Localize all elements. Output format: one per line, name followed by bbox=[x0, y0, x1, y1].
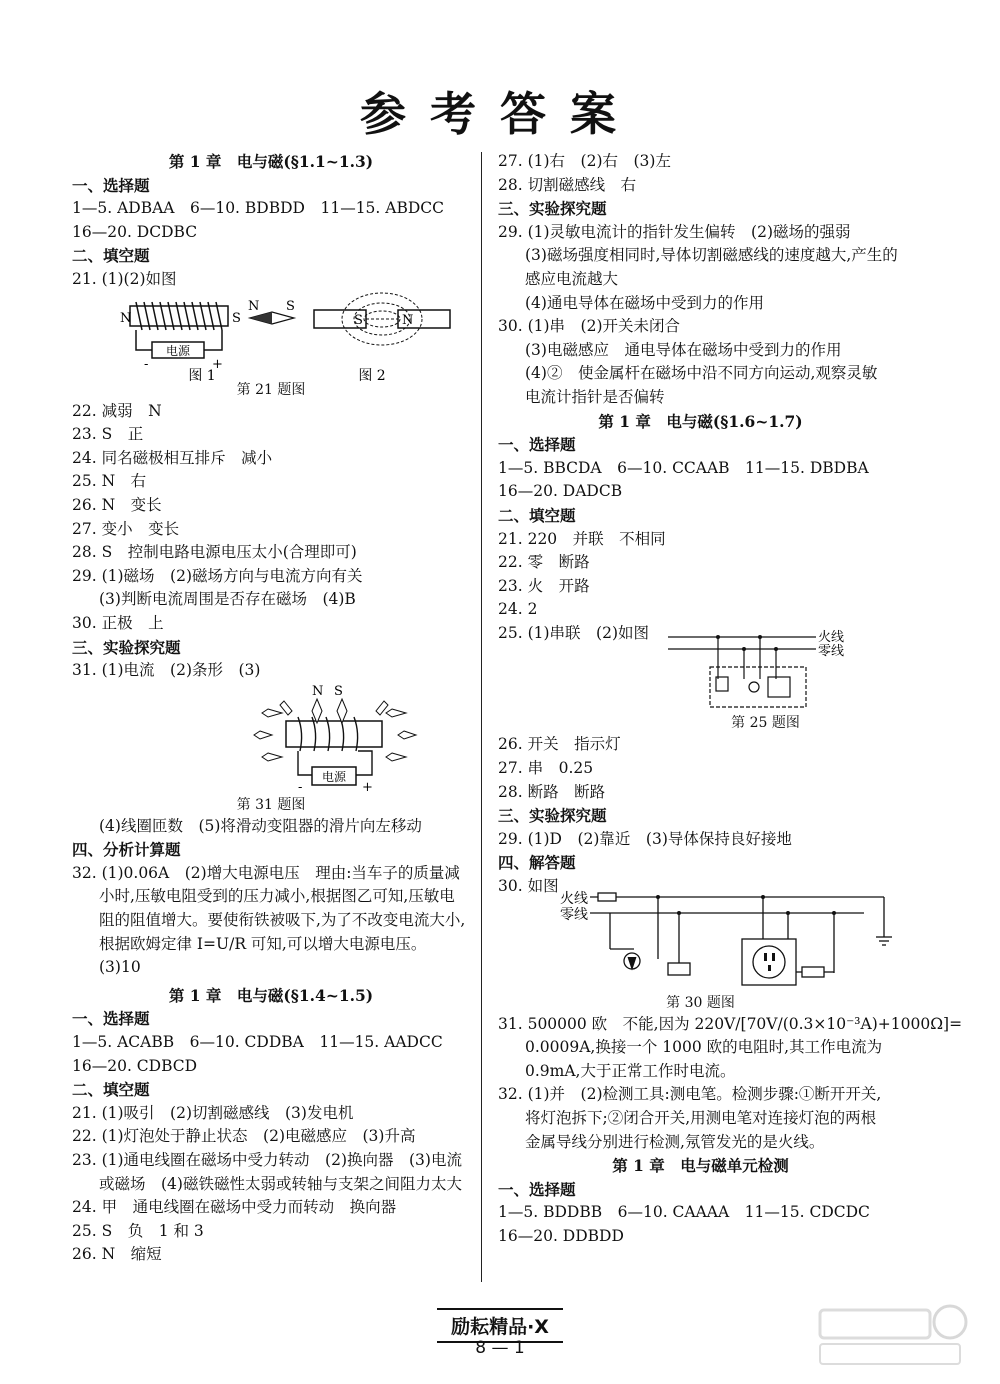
answer-line: 感应电流越大 bbox=[525, 269, 619, 288]
answer-line: 24. 甲 通电线圈在磁场中受力而转动 换向器 bbox=[72, 1198, 397, 1217]
answer-line: 28. 断路 断路 bbox=[498, 782, 606, 801]
lines bbox=[498, 733, 903, 898]
answer-line: 31. 500000 欧 不能,因为 220V/[70V/(0.3×10⁻³A)+1000Ω]= bbox=[498, 1014, 963, 1033]
answer-line: 25. N 右 bbox=[72, 472, 147, 491]
answer-line: 22. 减弱 N bbox=[72, 401, 162, 420]
page-number: 8 — 1 bbox=[475, 1338, 525, 1358]
section-heading: 四、分析计算题 bbox=[72, 840, 181, 860]
left-column bbox=[72, 150, 470, 1267]
answer-line: 29. (1)灵敏电流计的指针发生偏转 (2)磁场的强弱 bbox=[498, 222, 851, 241]
answer-line: 1—5. BBCDA 6—10. CCAAB 11—15. DBDBA bbox=[498, 458, 869, 477]
answer-line: 24. 同名磁极相互排斥 减小 bbox=[72, 448, 273, 467]
answer-line: 27. 串 0.25 bbox=[498, 759, 594, 778]
answer-line: 0.0009A,换接一个 1000 欧的电阻时,其工作电流为 bbox=[525, 1038, 883, 1057]
answer-line: 21. 220 并联 不相同 bbox=[498, 529, 666, 548]
watermark-logo bbox=[810, 1300, 970, 1370]
section-heading: 一、选择题 bbox=[72, 1009, 150, 1029]
answer-line: (3)判断电流周围是否存在磁场 (4)B bbox=[99, 590, 356, 609]
answer-line: 16—20. DADCB bbox=[498, 482, 623, 501]
fig2-label: 图 2 bbox=[358, 367, 386, 384]
answer-line: 22. 零 断路 bbox=[498, 553, 590, 572]
answer-line: 28. S 控制电路电源电压太小(合理即可) bbox=[72, 543, 357, 562]
answer-line: 25. S 负 1 和 3 bbox=[72, 1221, 204, 1240]
answer-line: 32. (1)0.06A (2)增大电源电压 理由:当车子的质量减 bbox=[72, 863, 460, 882]
figure-25-caption: 第 25 题图 bbox=[731, 715, 800, 732]
section-heading: 二、填空题 bbox=[72, 1080, 150, 1100]
answer-line: 27. 变小 变长 bbox=[72, 519, 180, 538]
answer-line: 或磁场 (4)磁铁磁性太弱或转轴与支架之间阻力太大 bbox=[99, 1174, 462, 1193]
n-label: N bbox=[312, 683, 324, 699]
answer-line: 22. (1)灯泡处于静止状态 (2)电磁感应 (3)升高 bbox=[72, 1127, 416, 1146]
column-divider bbox=[481, 152, 482, 1282]
brand-logo: 励耘精品·X bbox=[437, 1308, 563, 1343]
minus-label: - bbox=[298, 779, 303, 795]
figure-30 bbox=[498, 879, 903, 997]
figure-30-caption: 第 30 题图 bbox=[666, 994, 735, 1011]
section-header: 第 1 章 电与磁(§1.6~1.7) bbox=[598, 411, 803, 431]
answer-line: 30. (1)串 (2)开关未闭合 bbox=[498, 317, 680, 336]
answer-line: 26. 开关 指示灯 bbox=[498, 735, 621, 754]
section-heading: 一、选择题 bbox=[72, 175, 150, 195]
fig1-label: 图 1 bbox=[188, 367, 216, 384]
pole-s-label: S bbox=[232, 310, 241, 326]
section-heading: 三、实验探究题 bbox=[72, 637, 181, 657]
answer-line: 23. S 正 bbox=[72, 425, 144, 444]
answer-line: 29. (1)磁场 (2)磁场方向与电流方向有关 bbox=[72, 566, 363, 585]
section-heading: 一、选择题 bbox=[498, 1179, 576, 1199]
answer-line: 21. (1)(2)如图 bbox=[72, 269, 177, 288]
lines bbox=[72, 1007, 470, 1267]
answer-line: 16—20. CDBCD bbox=[72, 1056, 198, 1075]
live-wire-label: 火线 bbox=[560, 890, 588, 907]
power-source-label: 电源 bbox=[165, 343, 191, 358]
answer-line: 0.9mA,大于正常工作时电流。 bbox=[525, 1061, 736, 1080]
page-title: 参考答案 bbox=[360, 87, 640, 141]
lines bbox=[498, 1013, 963, 1155]
answer-line: 1—5. ADBAA 6—10. BDBDD 11—15. ABDCC bbox=[72, 199, 445, 218]
lines bbox=[72, 400, 470, 683]
answer-line: 小时,压敏电阻受到的压力减小,根据图乙可知,压敏电 bbox=[99, 887, 455, 906]
figure-31 bbox=[72, 683, 470, 801]
lines bbox=[498, 1178, 903, 1249]
needle-s-label: S bbox=[286, 298, 295, 314]
answer-line: 阻的阻值增大。要使衔铁被吸下,为了不改变电流大小, bbox=[99, 911, 466, 930]
figure-30-drawing bbox=[498, 879, 903, 997]
power-source-label: 电源 bbox=[321, 769, 347, 784]
live-wire-label: 火线 bbox=[818, 630, 845, 646]
minus-label: - bbox=[144, 356, 149, 372]
answer-line: 25. (1)串联 (2)如图 bbox=[498, 623, 649, 642]
section-heading: 四、解答题 bbox=[498, 853, 576, 873]
plus-label: + bbox=[362, 779, 373, 795]
lines bbox=[72, 815, 470, 980]
s-label: S bbox=[334, 683, 343, 699]
answer-line: (3)电磁感应 通电导体在磁场中受到力的作用 bbox=[525, 340, 842, 359]
answer-line: 24. 2 bbox=[498, 600, 538, 619]
answer-line: 21. (1)吸引 (2)切割磁感线 (3)发电机 bbox=[72, 1103, 354, 1122]
answer-line: 16—20. DDBDD bbox=[498, 1226, 624, 1245]
answer-line: 32. (1)并 (2)检测工具:测电笔。检测步骤:①断开开关, bbox=[498, 1085, 882, 1104]
neutral-wire-label: 零线 bbox=[560, 906, 588, 923]
section-header: 第 1 章 电与磁(§1.1~1.3) bbox=[168, 152, 374, 171]
figure-31-caption: 第 31 题图 bbox=[236, 796, 306, 813]
lines bbox=[498, 150, 903, 410]
answer-line: 27. (1)右 (2)右 (3)左 bbox=[498, 152, 671, 170]
answer-line: 28. 切割磁感线 右 bbox=[498, 175, 637, 194]
answer-line: 将灯泡拆下;②闭合开关,用测电笔对连接灯泡的两根 bbox=[525, 1109, 877, 1127]
answer-line: 金属导线分别进行检测,氖管发光的是火线。 bbox=[525, 1132, 825, 1151]
answer-line: 1—5. BDDBB 6—10. CAAAA 11—15. CDCDC bbox=[498, 1203, 870, 1222]
answer-line: (4)② 使金属杆在磁场中沿不同方向运动,观察灵敏 bbox=[525, 364, 878, 383]
lines bbox=[72, 174, 470, 292]
figure-21 bbox=[72, 292, 470, 384]
section-heading: 三、实验探究题 bbox=[498, 806, 607, 826]
magnet-s-label: S bbox=[354, 312, 363, 328]
section-heading: 三、实验探究题 bbox=[498, 199, 607, 219]
answer-line: 30. 正极 上 bbox=[72, 613, 164, 632]
plus-label: + bbox=[212, 356, 223, 372]
answer-line: 26. N 缩短 bbox=[72, 1245, 162, 1264]
figure-31-drawing bbox=[72, 683, 470, 801]
figure-25 bbox=[498, 625, 903, 717]
section-heading: 二、填空题 bbox=[72, 246, 150, 266]
answer-line: (4)线圈匝数 (5)将滑动变阻器的滑片向左移动 bbox=[99, 816, 422, 835]
section-heading: 二、填空题 bbox=[498, 505, 576, 525]
answer-line: 16—20. DCDBC bbox=[72, 222, 198, 241]
pole-n-label: N bbox=[120, 310, 132, 326]
neutral-wire-label: 零线 bbox=[818, 644, 845, 660]
figure-25-drawing bbox=[498, 625, 903, 717]
magnet-n-label: N bbox=[402, 312, 414, 328]
answer-line: (3)磁场强度相同时,导体切割磁感线的速度越大,产生的 bbox=[525, 246, 898, 265]
answer-line: 23. (1)通电线圈在磁场中受力转动 (2)换向器 (3)电流 bbox=[72, 1151, 462, 1169]
figure-21-caption: 第 21 题图 bbox=[236, 381, 306, 398]
answer-line: 1—5. ACABB 6—10. CDDBA 11—15. AADCC bbox=[72, 1033, 443, 1052]
lines bbox=[498, 433, 903, 645]
needle-n-label: N bbox=[248, 298, 260, 314]
answer-line: (4)通电导体在磁场中受到力的作用 bbox=[525, 293, 764, 312]
figure-21-drawing bbox=[72, 292, 470, 384]
section-header: 第 1 章 电与磁(§1.4~1.5) bbox=[168, 985, 374, 1005]
answer-line: 29. (1)D (2)靠近 (3)导体保持良好接地 bbox=[498, 829, 792, 848]
answer-line: 26. N 变长 bbox=[72, 495, 162, 514]
answer-line: 31. (1)电流 (2)条形 (3) bbox=[72, 661, 261, 680]
section-heading: 一、选择题 bbox=[498, 435, 576, 455]
answer-line: 30. 如图 bbox=[498, 877, 559, 896]
answer-line: 根据欧姆定律 I=U/R 可知,可以增大电源电压。 bbox=[99, 934, 427, 953]
right-column bbox=[498, 150, 963, 1249]
answer-line: (3)10 bbox=[99, 958, 141, 977]
answer-line: 23. 火 开路 bbox=[498, 576, 590, 595]
answer-line: 电流计指针是否偏转 bbox=[525, 387, 665, 406]
section-header: 第 1 章 电与磁单元检测 bbox=[612, 1156, 789, 1176]
